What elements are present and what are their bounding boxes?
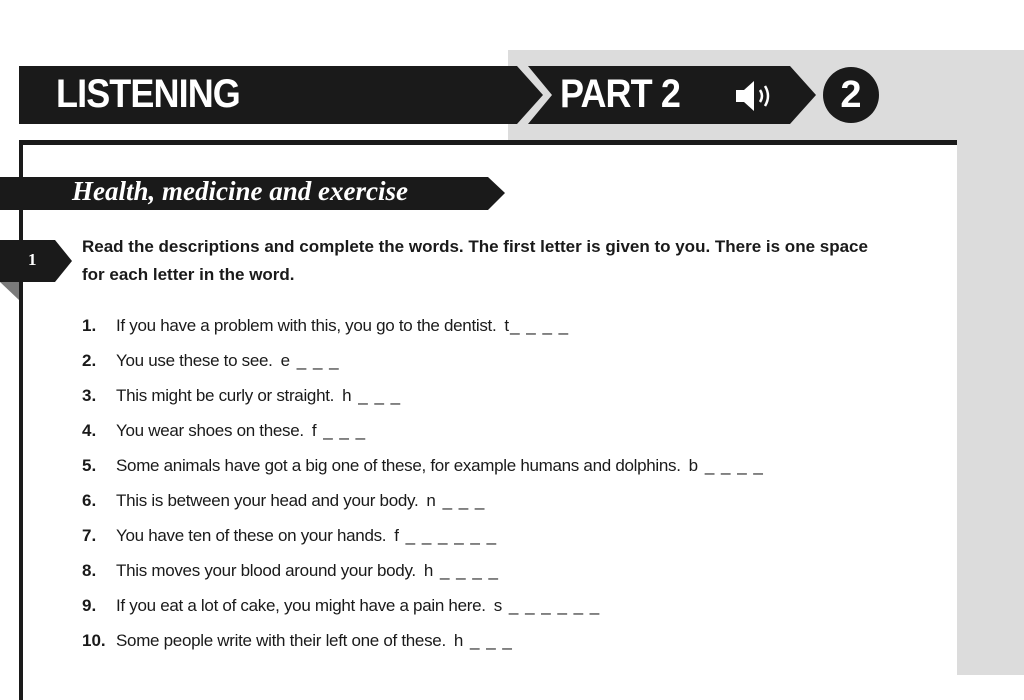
question-number: 3.	[82, 386, 97, 405]
question-number: 9.	[82, 596, 97, 615]
question-text: This moves your blood around your body.	[116, 561, 416, 580]
question-number: 6.	[82, 491, 97, 510]
question-text: You wear shoes on these.	[116, 421, 304, 440]
question-item	[82, 384, 764, 419]
question-number: 8.	[82, 561, 97, 580]
answer-blank[interactable]: b _ _ _ _	[688, 456, 764, 475]
question-text: You have ten of these on your hands.	[116, 526, 387, 545]
section-label: LISTENING	[56, 72, 240, 116]
question-item	[82, 349, 764, 384]
answer-blank[interactable]: s _ _ _ _ _ _	[493, 596, 601, 615]
question-text: If you have a problem with this, you go to the dentist.	[116, 316, 497, 335]
answer-blank[interactable]: h _ _ _	[453, 631, 513, 650]
question-number: 7.	[82, 526, 97, 545]
answer-blank[interactable]: h _ _ _	[342, 386, 402, 405]
answer-blank[interactable]: n _ _ _	[426, 491, 486, 510]
question-number: 1.	[82, 316, 97, 335]
question-item	[82, 594, 764, 629]
question-list	[82, 314, 764, 664]
question-item	[82, 419, 764, 454]
question-text: If you eat a lot of cake, you might have a pain here.	[116, 596, 486, 615]
answer-blank[interactable]: t_ _ _ _	[504, 316, 570, 335]
part-label: PART 2	[560, 72, 680, 116]
answer-blank[interactable]: e _ _ _	[280, 351, 340, 370]
answer-blank[interactable]: h _ _ _ _	[423, 561, 499, 580]
exercise-number: 1	[28, 250, 37, 269]
exercise-instructions: Read the descriptions and complete the words. The first letter is given to you. There is one space for each letter in the word.	[82, 237, 868, 284]
question-item	[82, 489, 764, 524]
question-text: You use these to see.	[116, 351, 273, 370]
topic-title: Health, medicine and exercise	[72, 176, 408, 206]
question-number: 10.	[82, 631, 106, 650]
speaker-icon[interactable]	[734, 78, 778, 114]
answer-blank[interactable]: f _ _ _ _ _ _	[394, 526, 498, 545]
question-item	[82, 314, 764, 349]
question-text: Some people write with their left one of these.	[116, 631, 446, 650]
question-number: 4.	[82, 421, 97, 440]
exercise-tab	[0, 240, 80, 300]
question-text: This might be curly or straight.	[116, 386, 335, 405]
question-text: Some animals have got a big one of these, for example humans and dolphins.	[116, 456, 681, 475]
answer-blank[interactable]: f _ _ _	[311, 421, 367, 440]
question-number: 5.	[82, 456, 97, 475]
question-item	[82, 629, 764, 664]
question-text: This is between your head and your body.	[116, 491, 419, 510]
question-item	[82, 454, 764, 489]
part-number-badge: 2	[823, 67, 879, 123]
question-item	[82, 559, 764, 594]
question-number: 2.	[82, 351, 97, 370]
question-item	[82, 524, 764, 559]
header-banner	[0, 0, 1024, 140]
